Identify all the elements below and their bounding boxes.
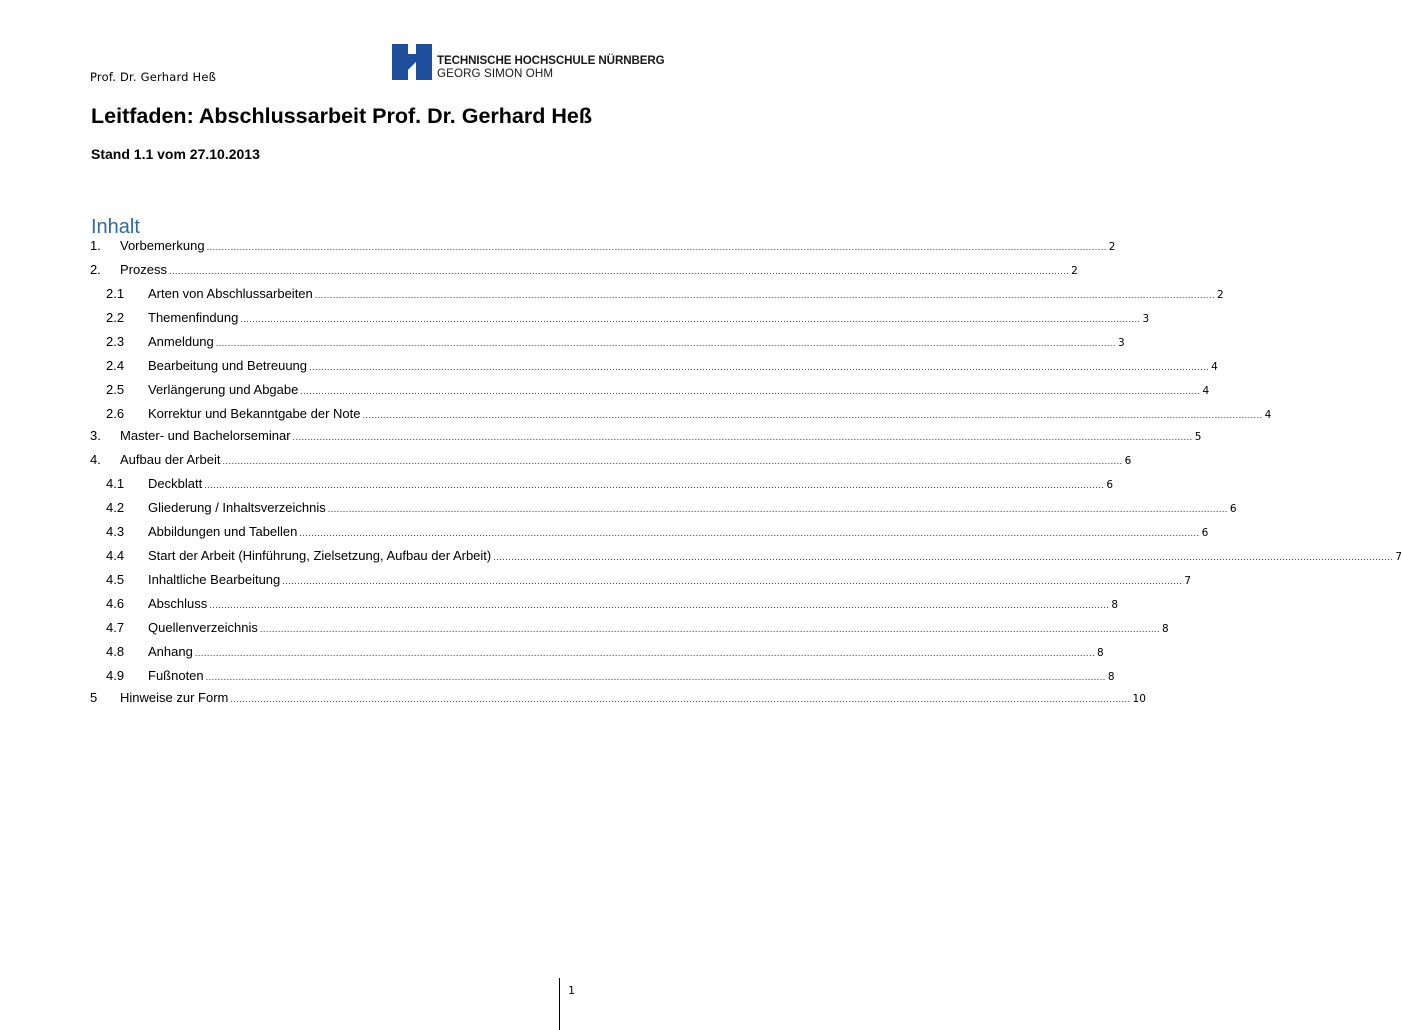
toc-entry[interactable] [90,596,1119,616]
toc-entry-page: 8 [1107,671,1115,683]
toc-dot-leader: ............................................................................................................................................................................................................................................................................................................ [292,432,1193,442]
toc-entry[interactable] [90,452,1132,472]
toc-entry[interactable] [90,524,1209,544]
toc-entry-page: 6 [1124,455,1132,467]
toc-entry-page: 6 [1201,527,1209,539]
toc-entry-title: Verlängerung und Abgabe [148,382,299,397]
toc-entry-number: 5 [90,690,98,705]
toc-entry[interactable] [90,644,1104,664]
toc-entry-title: Anmeldung [148,334,214,349]
toc-entry[interactable] [90,428,1202,448]
toc-entry[interactable] [90,572,1192,592]
toc-heading: Inhalt [91,216,140,238]
toc-entry[interactable] [90,334,1125,354]
toc-entry-page: 2 [1216,289,1224,301]
toc-entry-page: 6 [1106,479,1114,491]
toc-entry-title: Deckblatt [148,476,203,491]
toc-entry-title: Inhaltliche Bearbeitung [148,572,281,587]
toc-dot-leader: ............................................................................................................................................................................................................................................................................................................ [327,504,1228,514]
toc-entry-page: 8 [1162,623,1169,635]
logo-text-line2: GEORG SIMON OHM [437,67,554,80]
toc-entry-page: 10 [1132,693,1146,705]
th-nuernberg-logo-icon [392,44,432,80]
toc-entry-number: 2. [90,262,101,277]
toc-entry-title: Gliederung / Inhaltsverzeichnis [148,500,326,515]
toc-entry-page: 4 [1264,409,1272,421]
toc-entry-page: 4 [1202,385,1210,397]
toc-entry[interactable] [90,548,1402,568]
university-logo [392,44,682,80]
toc-entry-title: Fußnoten [148,668,204,683]
toc-entry-number: 2.5 [106,382,125,397]
toc-dot-leader: ............................................................................................................................................................................................................................................................................................................ [204,480,1105,490]
toc-entry-title: Abschluss [148,596,208,611]
toc-entry[interactable] [90,406,1272,426]
toc-entry-title: Start der Arbeit (Hinführung, Zielsetzung, Aufbau der Arbeit) [148,548,492,563]
toc-entry-title: Bearbeitung und Betreuung [148,358,308,373]
toc-entry-title: Arten von Abschlussarbeiten [148,286,313,301]
toc-dot-leader: ............................................................................................................................................................................................................................................................................................................ [168,266,1070,276]
toc-entry-title: Quellenverzeichnis [148,620,258,635]
toc-entry[interactable] [90,262,1078,282]
toc-entry-number: 4. [90,452,101,467]
toc-entry-number: 4.3 [106,524,125,539]
toc-entry-page: 7 [1395,551,1402,563]
toc-entry-title: Anhang [148,644,193,659]
toc-entry-title: Themenfindung [148,310,239,325]
toc-entry[interactable] [90,238,1116,258]
toc-dot-leader: ............................................................................................................................................................................................................................................................................................................ [362,410,1263,420]
toc-dot-leader: ............................................................................................................................................................................................................................................................................................................ [194,648,1095,658]
toc-dot-leader: ............................................................................................................................................................................................................................................................................................................ [300,386,1201,396]
toc-entry-page: 6 [1229,503,1237,515]
toc-entry-page: 3 [1117,337,1125,349]
toc-entry-page: 8 [1096,647,1104,659]
toc-entry-number: 4.9 [106,668,125,683]
toc-dot-leader: ............................................................................................................................................................................................................................................................................................................ [282,576,1183,586]
toc-dot-leader: ............................................................................................................................................................................................................................................................................................................ [222,456,1123,466]
toc-entry-number: 2.1 [106,286,125,301]
toc-entry-title: Korrektur und Bekanntgabe der Note [148,406,361,421]
toc-entry[interactable] [90,690,1146,710]
toc-entry-page: 2 [1108,241,1116,253]
toc-entry-title: Vorbemerkung [120,238,205,253]
toc-entry-title: Prozess [120,262,167,277]
toc-entry-number: 1. [90,238,101,253]
document-subtitle: Stand 1.1 vom 27.10.2013 [91,146,260,162]
toc-entry-page: 3 [1142,313,1150,325]
toc-entry[interactable] [90,668,1115,688]
toc-dot-leader: ............................................................................................................................................................................................................................................................................................................ [493,552,1394,562]
toc-dot-leader: ............................................................................................................................................................................................................................................................................................................ [206,242,1107,252]
toc-entry-page: 5 [1194,431,1202,443]
toc-entry-number: 4.7 [106,620,125,635]
toc-entry-number: 4.1 [106,476,125,491]
toc-entry[interactable] [90,310,1150,330]
document-title: Leitfaden: Abschlussarbeit Prof. Dr. Gerhard Heß [91,104,592,128]
toc-entry[interactable] [90,358,1218,378]
toc-entry[interactable] [90,286,1224,306]
toc-dot-leader: ............................................................................................................................................................................................................................................................................................................ [230,694,1131,704]
toc-entry-number: 4.5 [106,572,125,587]
toc-entry-title: Master- und Bachelorseminar [120,428,291,443]
toc-entry-number: 4.6 [106,596,125,611]
toc-entry-number: 3. [90,428,101,443]
toc-dot-leader: ............................................................................................................................................................................................................................................................................................................ [314,290,1215,300]
toc-entry-title: Abbildungen und Tabellen [148,524,298,539]
toc-dot-leader: ............................................................................................................................................................................................................................................................................................................ [240,314,1141,324]
toc-entry-number: 2.6 [106,406,125,421]
toc-entry-page: 7 [1184,575,1192,587]
toc-dot-leader: ............................................................................................................................................................................................................................................................................................................ [215,338,1116,348]
toc-dot-leader: ............................................................................................................................................................................................................................................................................................................ [299,528,1200,538]
toc-entry-title: Aufbau der Arbeit [120,452,221,467]
toc-entry-title: Hinweise zur Form [120,690,229,705]
logo-text-line1: TECHNISCHE HOCHSCHULE NÜRNBERG [437,54,665,67]
toc-entry[interactable] [90,620,1169,640]
toc-dot-leader: ............................................................................................................................................................................................................................................................................................................ [309,362,1210,372]
toc-entry-number: 2.4 [106,358,125,373]
toc-entry-page: 2 [1071,265,1078,277]
toc-dot-leader: ............................................................................................................................................................................................................................................................................................................ [209,600,1110,610]
toc-entry-page: 8 [1111,599,1119,611]
toc-entry[interactable] [90,476,1114,496]
toc-entry-number: 4.4 [106,548,125,563]
toc-entry-number: 4.8 [106,644,125,659]
toc-entry-number: 2.3 [106,334,125,349]
toc-dot-leader: ............................................................................................................................................................................................................................................................................................................ [259,624,1160,634]
toc-dot-leader: ............................................................................................................................................................................................................................................................................................................ [205,672,1106,682]
toc-entry-number: 2.2 [106,310,125,325]
toc-entry-number: 4.2 [106,500,125,515]
toc-entry[interactable] [90,500,1237,520]
toc-entry-page: 4 [1211,361,1218,373]
header-author: Prof. Dr. Gerhard Heß [90,70,217,84]
toc-entry[interactable] [90,382,1210,402]
page-number: 1 [559,978,575,1030]
